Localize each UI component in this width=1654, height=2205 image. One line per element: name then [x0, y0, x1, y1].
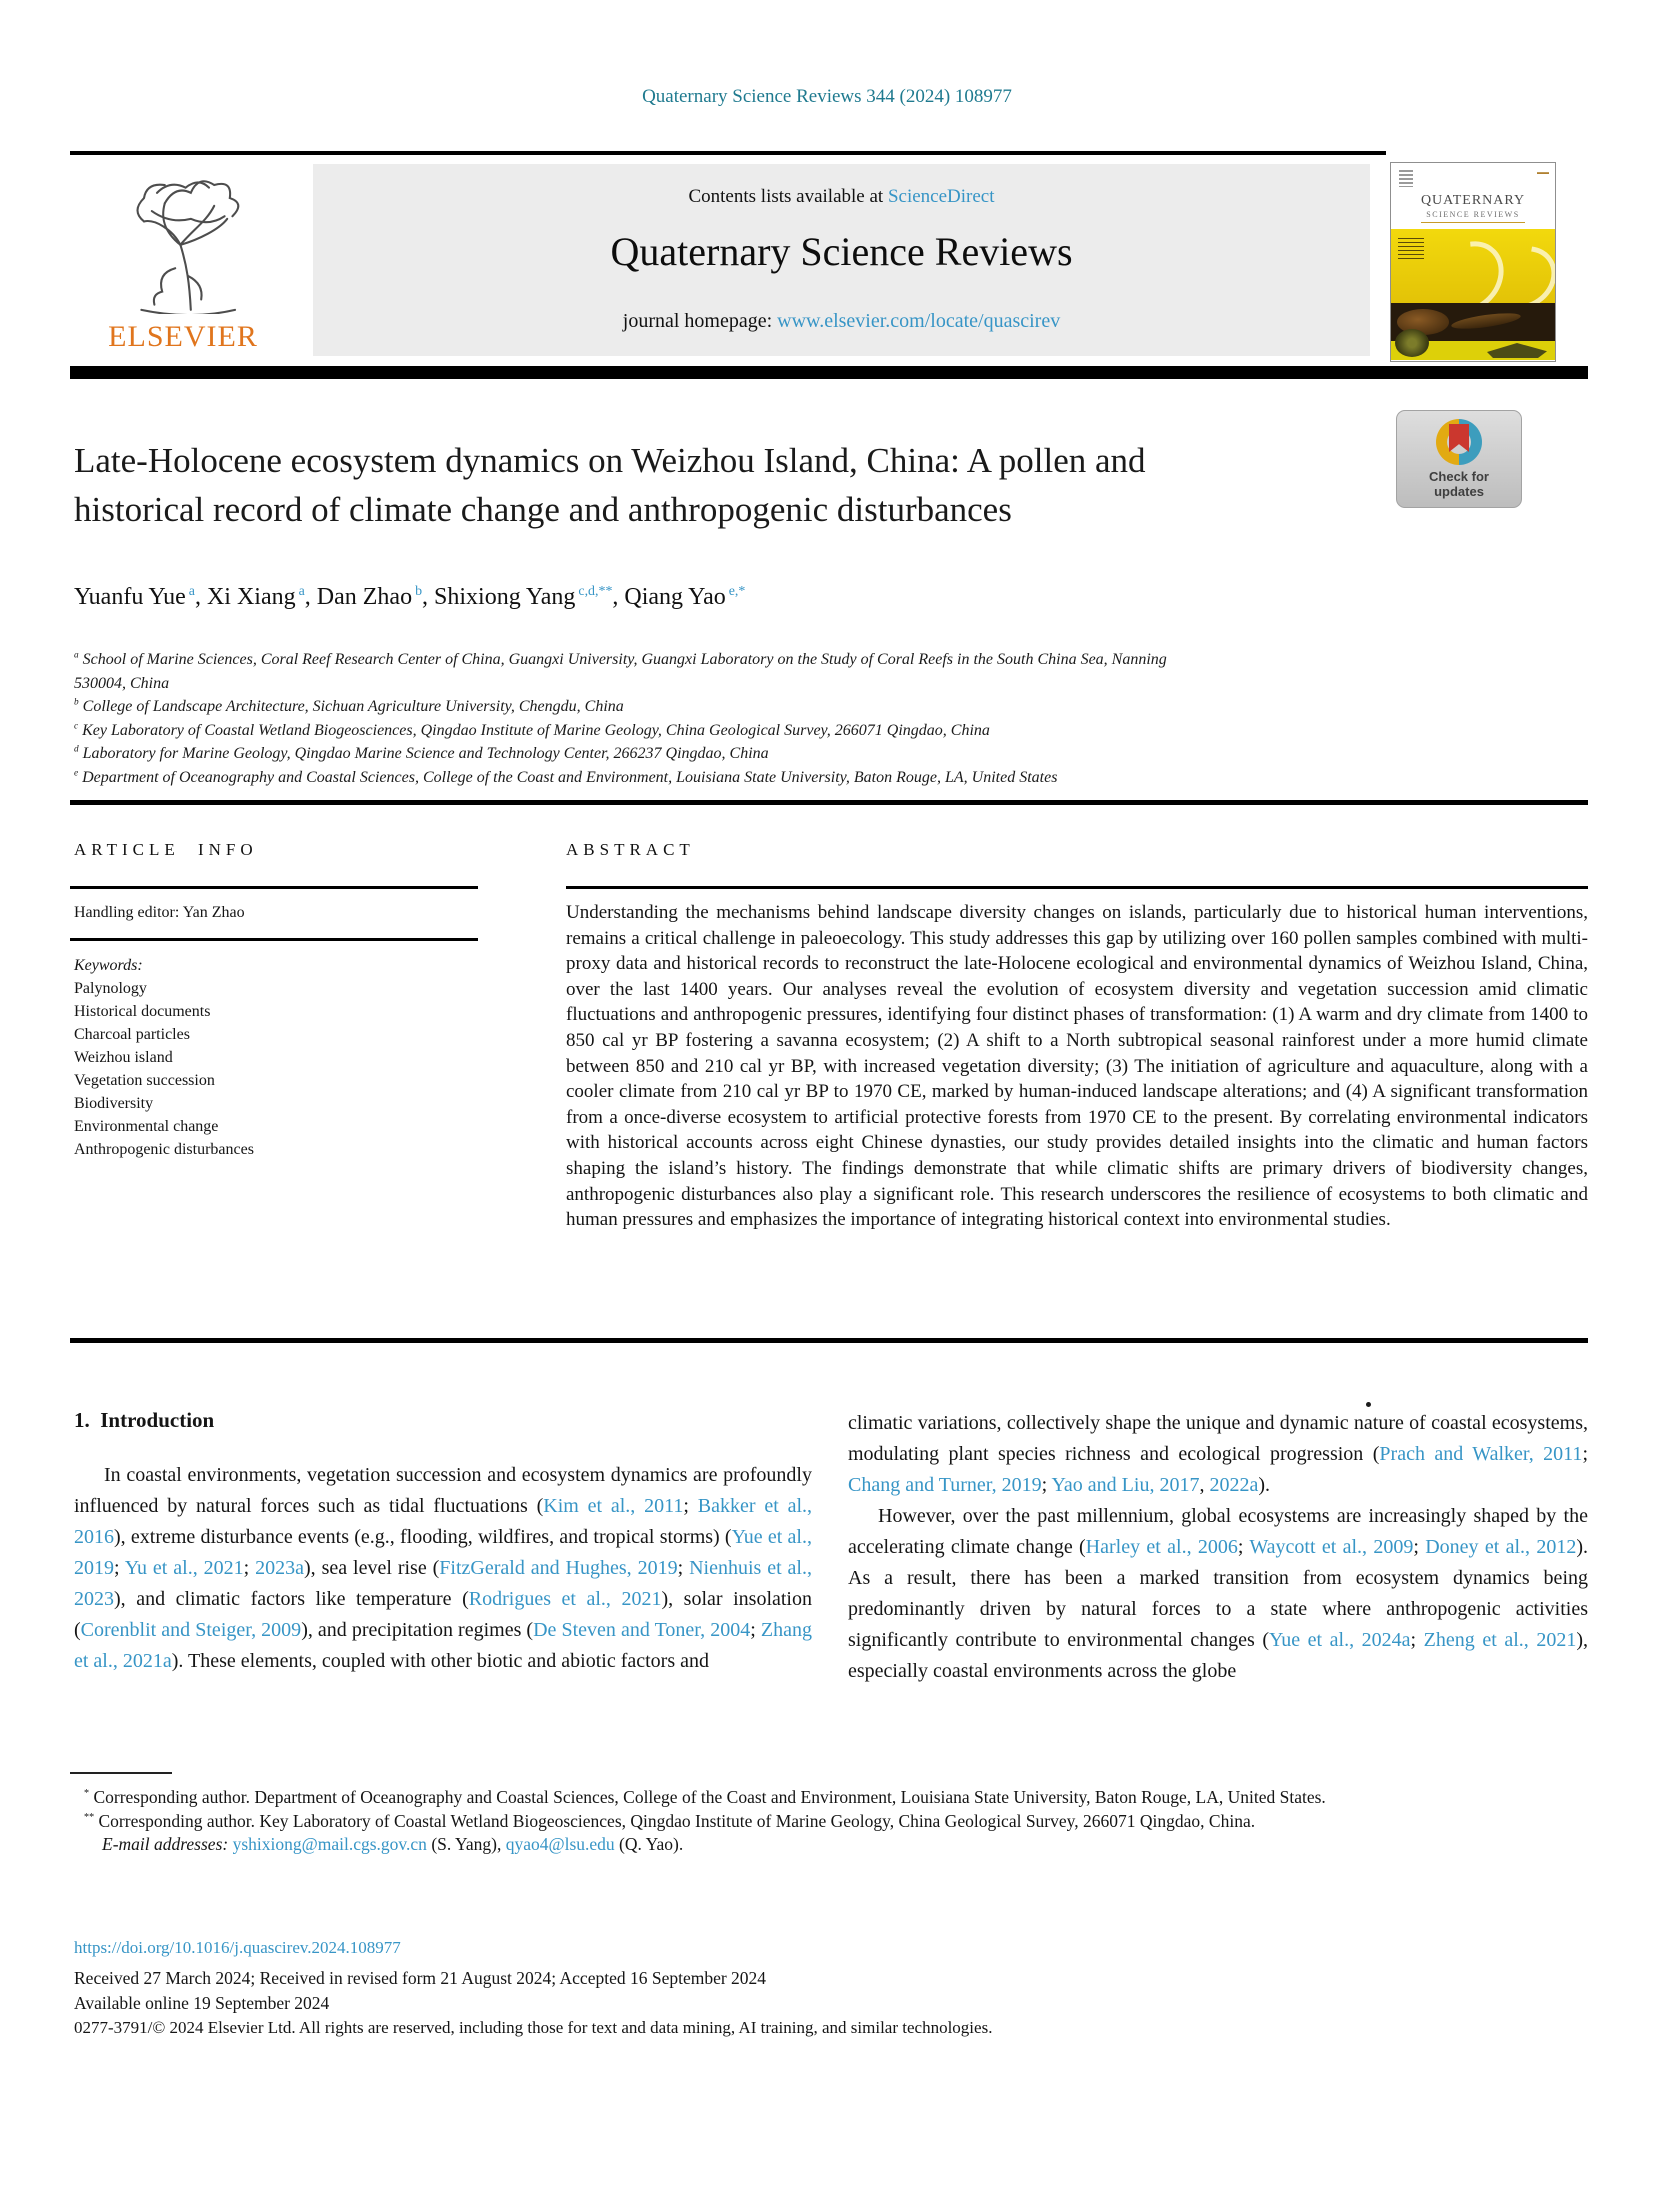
abstract-text: Understanding the mechanisms behind landscape diversity changes on islands, particularly due to historical human interventions, remains a critical challenge in paleoecology. This study addresses this gap by utilizing over 160 pollen samples combined with multi-proxy data and historical records to reconstruct the late-Holocene ecological and environmental dynamics of Weizhou Island, China, over the last 1400 years. Our analyses reveal the evolution of ecosystem diversity and vegetation succession amid climatic fluctuations and anthropogenic pressures, identifying four distinct phases of transformation: (1) A warm and dry climate from 1400 to 850 cal yr BP fostering a savanna ecosystem; (2) A shift to a North subtropical seasonal rainforest under a more humid climate between 850 and 210 cal yr BP, with increased vegetation diversity; (3) The initiation of agriculture and aquaculture, along with a cooler climate from 210 cal yr BP to 1970 CE, marked by human-induced landscape alterations; and (4) A significant transformation from a once-diverse ecosystem to artificial protective forests from 1970 CE to the present. By correlating environmental indicators with historical accounts across eight Chinese dynasties, our study provides detailed insights into the climatic and human factors shaping the island’s history. The findings demonstrate that while climatic shifts are primary drivers of biodiversity changes, anthropogenic disturbances also play a significant role. This research underscores the resilience of ecosystems to both climatic and human pressures and emphasizes the importance of integrating historical context into environmental studies. — [566, 902, 1588, 1231]
abstract-heading: ABSTRACT — [566, 840, 695, 859]
tusk-bone-graphic — [1451, 310, 1522, 332]
cover-mini-logo-icon — [1399, 170, 1413, 187]
article-info-heading: ARTICLE INFO — [74, 840, 258, 859]
keyword: Weizhou island — [74, 1049, 173, 1066]
affiliation-line: $^c$ Key Laboratory of Coastal Wetland Biogeosciences, Qingdao Institute of Marine Geology, China Geological Survey, 266071 Qingdao, China — [74, 721, 990, 739]
article-title — [74, 436, 1374, 534]
corresponding-author-footnote: * Corresponding author. Department of Oceanography and Coastal Sciences, College of the Coast and Environment, Louisiana State University, Baton Rouge, LA, United States. — [84, 1787, 1326, 1807]
abstract-rule — [566, 886, 1588, 889]
affiliation-line: $^e$ Department of Oceanography and Coastal Sciences, College of the Coast and Environment, Louisiana State University, Baton Rouge, LA, United States — [74, 768, 1058, 786]
intro-paragraph: climatic variations, collectively shape the unique and dynamic nature of coastal ecosystems, modulating plant species richness and ecological progression (Prach and Walker, 2011; Chang and Turner, 2019; Yao and Liu, 2017, 2022a). — [848, 1412, 1588, 1496]
fossil-disc-graphic — [1395, 329, 1429, 357]
body-section-top-rule — [70, 1338, 1588, 1343]
contents-line — [313, 186, 1370, 208]
elsevier-tree-icon — [118, 164, 248, 314]
keyword: Palynology — [74, 980, 147, 997]
journal-header-box — [313, 164, 1370, 356]
check-for-updates-badge[interactable] — [1396, 410, 1522, 508]
affiliation-line: $^d$ Laboratory for Marine Geology, Qingdao Marine Science and Technology Center, 266237 Qingdao, China — [74, 744, 769, 762]
homepage-link[interactable]: www.elsevier.com/locate/quascirev — [777, 310, 1061, 332]
keyword: Vegetation succession — [74, 1072, 215, 1089]
author-list: Yuanfu Yue $^a$, Xi Xiang $^a$, Dan Zhao $^b$, Shixiong Yang $^{c,d,**}$, Qiang Yao $^{e,*}$ — [74, 584, 746, 610]
corresponding-author-footnote: ** Corresponding author. Key Laboratory of Coastal Wetland Biogeosciences, Qingdao Institute of Marine Geology, China Geological Survey, 266071 Qingdao, China. — [84, 1810, 1256, 1831]
sciencedirect-link[interactable]: ScienceDirect — [887, 186, 995, 207]
copyright-line: 0277-3791/© 2024 Elsevier Ltd. All rights are reserved, including those for text and data mining, AI training, and similar technologies. — [74, 2018, 993, 2037]
intro-paragraph: However, over the past millennium, global ecosystems are increasingly shaped by the accelerating climate change (Harley et al., 2006; Waycott et al., 2009; Doney et al., 2012). As a result, there has been a marked transition from ecosystem dynamics being predominantly driven by natural forces to a state where anthropogenic activities significantly contribute to environmental changes (Yue et al., 2024a; Zheng et al., 2021), especially coastal environments across the globe — [848, 1505, 1589, 1682]
footnotes-block — [74, 1786, 1536, 1857]
handling-editor-rule — [70, 938, 478, 941]
introduction-heading: 1. Introduction — [74, 1408, 215, 1432]
keywords-block — [74, 954, 254, 1161]
cover-subtitle: SCIENCE REVIEWS — [1426, 210, 1520, 219]
keyword: Environmental change — [74, 1118, 219, 1135]
header-bottom-bar — [70, 366, 1588, 379]
affiliation-line: $^b$ College of Landscape Architecture, Sichuan Agriculture University, Chengdu, China — [74, 697, 624, 715]
journal-cover-thumbnail — [1390, 162, 1556, 362]
elsevier-wordmark: ELSEVIER — [108, 320, 258, 353]
homepage-line — [313, 310, 1370, 333]
keyword: Charcoal particles — [74, 1026, 190, 1043]
print-dot-artifact — [1366, 1402, 1371, 1407]
cover-volume-label: ▬▬ — [1537, 170, 1549, 176]
keyword: Biodiversity — [74, 1095, 154, 1112]
handling-editor: Handling editor: Yan Zhao — [74, 904, 245, 921]
contents-prefix: Contents lists available at — [688, 186, 888, 207]
journal-title: Quaternary Science Reviews — [610, 229, 1073, 274]
info-section-top-rule — [70, 800, 1588, 805]
elsevier-logo[interactable] — [76, 164, 290, 356]
check-for-updates-label: Check for updates — [1429, 469, 1489, 499]
cover-editor-lines — [1398, 235, 1424, 262]
cover-bottom-strip — [1391, 341, 1555, 360]
keyword: Historical documents — [74, 1003, 211, 1020]
affiliation-line: 530004, China — [74, 674, 170, 692]
keyword: Anthropogenic disturbances — [74, 1141, 254, 1158]
email-addresses-footnote: E-mail addresses: yshixiong@mail.cgs.gov.cn (S. Yang), qyao4@lsu.edu (Q. Yao). — [102, 1834, 684, 1854]
cover-title: QUATERNARY — [1420, 193, 1526, 208]
intro-paragraph: In coastal environments, vegetation succession and ecosystem dynamics are profoundly influenced by natural forces such as tidal fluctuations (Kim et al., 2011; Bakker et al., 2016), extreme disturbance events (e.g., flooding, wildfires, and tropical storms) (Yue et al., 2019; Yu et al., 2021; 2023a), sea level rise (FitzGerald and Hughes, 2019; Nienhuis et al., 2023), and climatic factors like temperature (Rodrigues et al., 2021), solar insolation (Corenblit and Steiger, 2009), and precipitation regimes (De Steven and Toner, 2004; Zhang et al., 2021a). These elements, coupled with other biotic and abiotic factors and — [74, 1464, 812, 1672]
homepage-prefix: journal homepage: — [622, 310, 778, 332]
keywords-label: Keywords: — [74, 957, 143, 974]
cover-tagline-rule — [1421, 222, 1526, 223]
cover-yellow-band — [1391, 229, 1555, 303]
journal-citation: Quaternary Science Reviews 344 (2024) 108977 — [642, 86, 1012, 107]
intro-column-right — [848, 1408, 1588, 1687]
fossil-arrowhead-graphic — [1487, 343, 1547, 358]
footnote-rule — [70, 1772, 172, 1774]
header-top-rule — [70, 151, 1386, 155]
affiliation-line: $^a$ School of Marine Sciences, Coral Reef Research Center of China, Guangxi University, Guangxi Laboratory on the Study of Coral Reefs in the South China Sea, Nanning — [74, 650, 1167, 668]
article-info-rule — [70, 886, 478, 889]
received-dates: Received 27 March 2024; Received in revised form 21 August 2024; Accepted 16 September 2024 — [74, 1968, 767, 1988]
intro-column-left — [74, 1460, 812, 1677]
article-title-line2: historical record of climate change and anthropogenic disturbances — [74, 490, 1012, 529]
article-title-line1: Late-Holocene ecosystem dynamics on Weizhou Island, China: A pollen and — [74, 441, 1146, 480]
doi-link[interactable]: https://doi.org/10.1016/j.quascirev.2024.108977 — [74, 1938, 401, 1957]
available-online-date: Available online 19 September 2024 — [74, 1993, 330, 2013]
affiliation-list — [74, 648, 1544, 789]
